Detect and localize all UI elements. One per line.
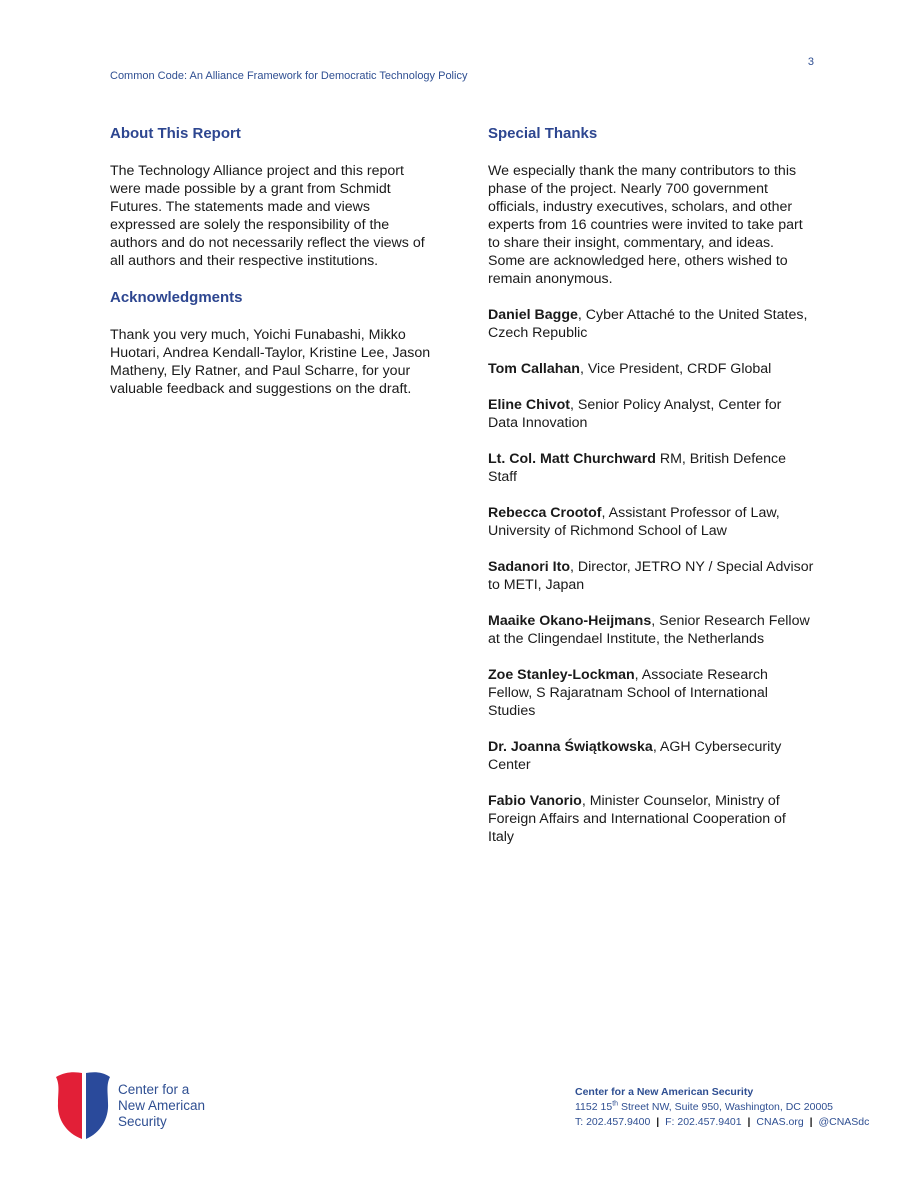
logo-line-2: New American [118,1098,206,1113]
footer-website-link[interactable]: CNAS.org [756,1116,804,1128]
special-thanks-intro: We especially thank the many contributors to this phase of the project. Nearly 700 government officials, industry executives, scholars, and other experts from 16 countries were invited to take part to share their insight, commentary, and ideas. Some are acknowledged here, others wished to remain anonymous. [488,163,803,287]
contributor-name: Sadanori Ito [488,559,570,575]
contributor-entry [488,396,814,432]
contributor-entry [488,306,814,342]
logo-wordmark [118,1082,205,1130]
contributor-name: Maaike Okano-Heijmans [488,613,652,629]
contributor-entry [488,666,814,720]
right-column [488,124,814,864]
contributor-description: , Senior Policy Analyst, Center for Data Innovation [488,397,782,431]
contributor-name: Daniel Bagge [488,307,578,323]
left-column [110,124,436,416]
footer-phone: T: 202.457.9400 [575,1116,651,1128]
footer-twitter-link[interactable]: @CNASdc [818,1116,870,1128]
contributor-name: Tom Callahan [488,361,580,377]
logo-line-1: Center for a [118,1082,190,1097]
contributor-description: , Assistant Professor of Law, University of Richmond School of Law [488,505,780,539]
contributor-description: , Senior Research Fellow at the Clingendael Institute, the Netherlands [488,613,810,647]
contributor-description: , Cyber Attaché to the United States, Czech Republic [488,307,808,341]
logo-line-3: Security [118,1114,167,1129]
contributor-description: , Vice President, CRDF Global [579,361,772,377]
contributor-entry [488,612,814,648]
contributor-entry [488,450,814,486]
contributor-entry [488,792,814,846]
contributor-description: , AGH Cybersecurity Center [488,739,782,773]
contributor-name: Rebecca Crootof [488,505,602,521]
about-heading: About This Report [110,125,241,142]
contributor-description: , Associate Research Fellow, S Rajaratnam School of International Studies [488,667,768,719]
contributor-name: Fabio Vanorio [488,793,582,809]
contributor-name: Lt. Col. Matt Churchward [488,451,656,467]
contributor-entry [488,504,814,540]
contributor-name: Eline Chivot [488,397,570,413]
contributor-entry [488,738,814,774]
footer-fax: F: 202.457.9401 [665,1116,742,1128]
special-thanks-heading: Special Thanks [488,125,598,142]
about-body: The Technology Alliance project and this report were made possible by a grant from Schmidt Futures. The statements made and views expressed are solely the responsibility of the authors and do not necessarily reflect the views of all authors and their respective institutions. [110,163,425,269]
acknowledgments-heading: Acknowledgments [110,289,243,306]
contributor-description: RM, British Defence Staff [488,451,786,485]
cnas-logo [54,1071,214,1141]
footer-contact: T: 202.457.9400 | F: 202.457.9401 | CNAS.org | @CNASdc [575,1116,870,1128]
footer-org-name: Center for a New American Security [575,1086,754,1098]
contributor-description: , Director, JETRO NY / Special Advisor to METI, Japan [488,559,814,593]
contributor-entry [488,558,814,594]
contributor-description: , Minister Counselor, Ministry of Foreign Affairs and International Cooperation of Italy [488,793,786,845]
footer-street: 1152 15th Street NW, Suite 950, Washington, DC 20005 [575,1100,834,1113]
contributor-entry [488,360,814,378]
page-number: 3 [807,56,814,68]
contributor-name: Zoe Stanley-Lockman [488,667,635,683]
acknowledgments-body: Thank you very much, Yoichi Funabashi, Mikko Huotari, Andrea Kendall-Taylor, Kristine Lee, Jason Matheny, Ely Ratner, and Paul Scharre, for your valuable feedback and suggestions on the draft. [110,327,431,397]
shield-logo-icon [54,1071,114,1141]
contributor-list [488,306,814,846]
footer-address [575,1085,869,1130]
contributor-name: Dr. Joanna Świątkowska [488,739,653,755]
running-header: Common Code: An Alliance Framework for Democratic Technology Policy [110,70,468,82]
